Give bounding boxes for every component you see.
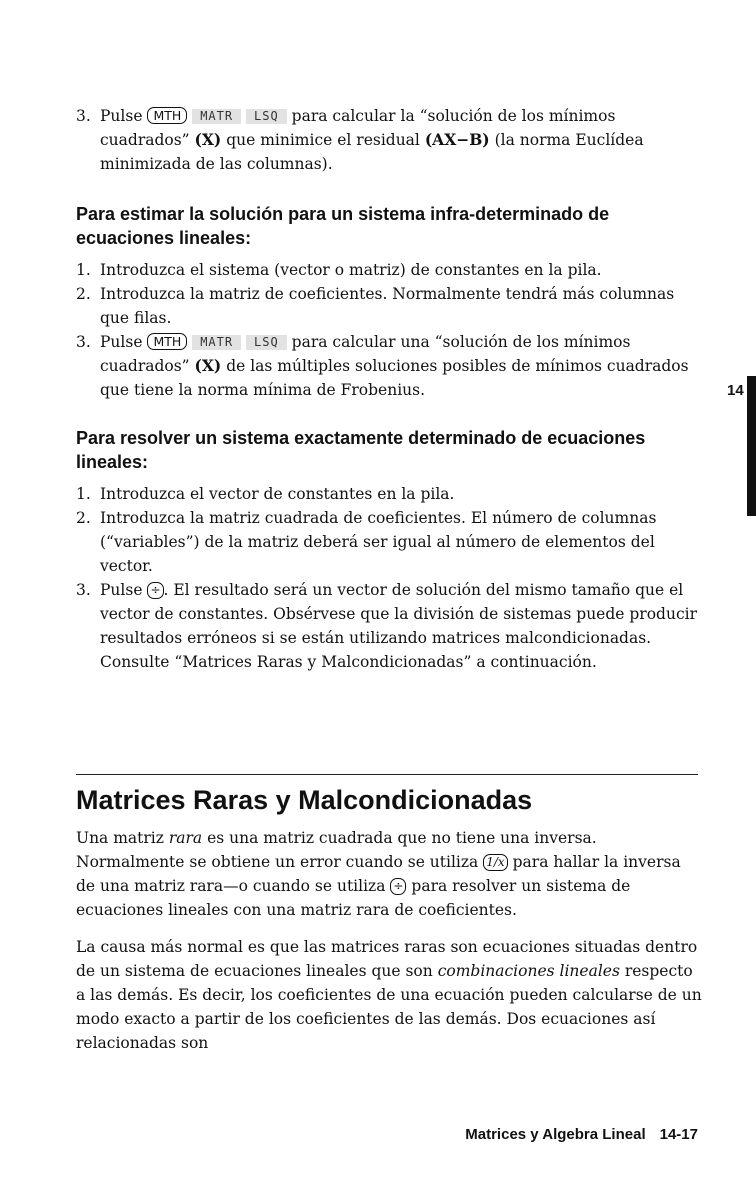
intro-steps: [76, 104, 700, 176]
footer-title: Matrices y Algebra Lineal: [465, 1126, 646, 1143]
inverse-key: 1/x: [483, 854, 507, 871]
section-divider: [76, 774, 698, 775]
variable-x: (X): [194, 356, 222, 375]
lsq-menu-key: LSQ: [246, 335, 287, 350]
list-item: [76, 282, 700, 330]
list-item: [76, 330, 700, 402]
step-number: 2.: [76, 509, 91, 527]
page-number: 14-17: [659, 1126, 698, 1143]
para-text: La causa más normal es que las matrices raras son ecuaciones situadas dentro de un sistema de ecuaciones lineales que son: [76, 938, 698, 980]
mth-key: MTH: [147, 333, 187, 350]
step-number: 3.: [76, 581, 91, 599]
step-text: que minimice el residual: [226, 131, 420, 149]
emphasis-term: rara: [168, 829, 203, 847]
para-text: para resolver un sistema de ecuaciones lineales con una matriz rara de coeficientes.: [76, 877, 631, 919]
step-text: Introduzca la matriz de coeficientes. Normalmente tendrá más columnas que filas.: [100, 285, 675, 327]
divide-key: ÷: [390, 878, 406, 895]
determined-steps: [76, 482, 700, 674]
chapter-tab-number: 14: [727, 382, 744, 399]
step-text: Introduzca el vector de constantes en la pila.: [100, 485, 455, 503]
para-text: para hallar la inversa de una matriz rara—o cuando se utiliza: [76, 853, 681, 895]
step-text: Introduzca la matriz cuadrada de coeficientes. El número de columnas (“variables”) de la matriz deberá ser igual al número de elementos del vector.: [100, 509, 657, 575]
matr-menu-key: MATR: [192, 335, 241, 350]
step-number: 1.: [76, 261, 91, 279]
step-text: de las múltiples soluciones posibles de mínimos cuadrados que tiene la norma mínima de Frobenius.: [100, 357, 689, 399]
para-text: respecto a las demás. Es decir, los coeficientes de una ecuación pueden calcularse de un modo exacto a partir de los coeficientes de las demás. Dos ecuaciones así relacionadas son: [76, 962, 702, 1052]
page-footer: [465, 1126, 698, 1143]
emphasis-term: combinaciones lineales: [437, 962, 620, 980]
lsq-menu-key: LSQ: [246, 109, 287, 124]
variable-x: (X): [194, 130, 222, 149]
divide-key: ÷: [147, 582, 163, 599]
list-item: [76, 104, 700, 176]
step-number: 3.: [76, 107, 91, 125]
step-text: Pulse: [100, 581, 143, 599]
section-title: Matrices Raras y Malcondicionadas: [76, 785, 533, 815]
mth-key: MTH: [147, 107, 187, 124]
list-item: [76, 578, 700, 674]
section-heading-underdetermined: Para estimar la solución para un sistema infra-determinado de ecuaciones lineales:: [76, 204, 610, 248]
step-text: para calcular la “solución de los mínimos cuadrados”: [100, 107, 616, 149]
step-text: para calcular una “solución de los mínimos cuadrados”: [100, 333, 631, 375]
list-item: [76, 482, 700, 506]
para-text: es una matriz cuadrada que no tiene una inversa. Normalmente se obtiene un error cuando se utiliza: [76, 829, 597, 871]
step-text: Introduzca el sistema (vector o matriz) de constantes en la pila.: [100, 261, 602, 279]
paragraph-singular-cause: [76, 935, 702, 1055]
para-text: Una matriz: [76, 829, 164, 847]
step-number: 3.: [76, 333, 91, 351]
list-item: [76, 506, 700, 578]
residual-expression: (AX−B): [424, 130, 490, 149]
step-number: 1.: [76, 485, 91, 503]
paragraph-singular-definition: [76, 826, 702, 922]
chapter-tab-marker: [747, 376, 756, 516]
underdetermined-steps: [76, 258, 700, 402]
step-text: . El resultado será un vector de solución del mismo tamaño que el vector de constantes. Obsérvese que la división de sistemas puede producir resultados erróneos si se están utilizando matrices malcondicionadas. Consulte “Matrices Raras y Malcondicionadas” a continuación.: [100, 581, 697, 671]
step-text: Pulse: [100, 333, 143, 351]
step-text: Pulse: [100, 107, 143, 125]
page-content: [76, 104, 700, 674]
list-item: [76, 258, 700, 282]
matr-menu-key: MATR: [192, 109, 241, 124]
section-heading-determined: Para resolver un sistema exactamente determinado de ecuaciones lineales:: [76, 428, 646, 472]
step-number: 2.: [76, 285, 91, 303]
step-text: (la norma Euclídea minimizada de las columnas).: [100, 131, 644, 173]
